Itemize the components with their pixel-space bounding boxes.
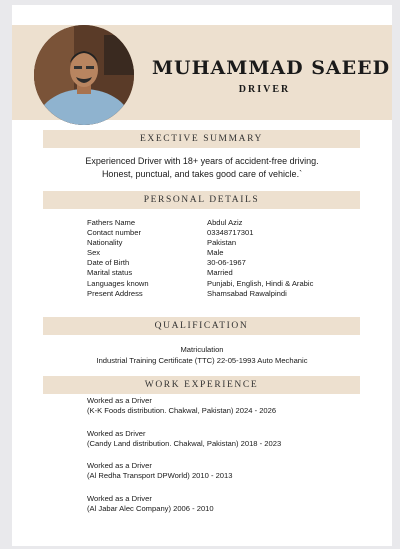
personal-details-list xyxy=(87,218,377,299)
qualification-list xyxy=(32,345,372,366)
job-title: Worked as Driver xyxy=(87,428,146,438)
detail-label: Date of Birth xyxy=(87,258,130,268)
detail-value: 30-06-1967 xyxy=(207,258,246,268)
job-title: DRIVER xyxy=(238,84,291,95)
detail-row xyxy=(87,289,377,299)
detail-value: 03348717301 xyxy=(207,228,254,238)
detail-value: Married xyxy=(207,268,233,278)
detail-value: Punjabi, English, Hindi & Arabic xyxy=(207,278,314,288)
qualification-item: Matriculation xyxy=(180,345,224,354)
job-detail: (Al Redha Transport DPWorld) 2010 - 2013 xyxy=(87,471,233,481)
qualification-heading: QUALIFICATION xyxy=(43,317,360,335)
summary-line: Experienced Driver with 18+ years of accident-free driving. xyxy=(85,156,319,166)
detail-label: Sex xyxy=(87,248,101,258)
job-entry xyxy=(87,461,367,482)
detail-value: Pakistan xyxy=(207,238,237,248)
detail-row xyxy=(87,238,377,248)
detail-row xyxy=(87,258,377,268)
work-experience-heading: WORK EXPERIENCE xyxy=(43,376,360,394)
job-entry xyxy=(87,429,367,450)
personal-details-heading: PERSONAL DETAILS xyxy=(43,191,360,209)
job-entry xyxy=(87,494,367,515)
job-title: Worked as a Driver xyxy=(87,493,152,503)
qualification-item: Industrial Training Certificate (TTC) 22-05-1993 Auto Mechanic xyxy=(96,355,308,365)
work-experience-list xyxy=(87,396,367,526)
detail-label: Nationality xyxy=(87,238,123,248)
detail-value: Shamsabad Rawalpindi xyxy=(207,288,287,298)
detail-row xyxy=(87,268,377,278)
job-detail: (K-K Foods distribution. Chakwal, Pakistan) 2024 - 2026 xyxy=(87,406,277,416)
detail-value: Abdul Aziz xyxy=(207,218,243,227)
job-detail: (Al Jabar Alec Company) 2006 - 2010 xyxy=(87,503,214,513)
job-detail: (Candy Land distribution. Chakwal, Pakistan) 2018 - 2023 xyxy=(87,438,282,448)
detail-label: Languages known xyxy=(87,278,149,288)
detail-label: Present Address xyxy=(87,288,143,298)
resume-page xyxy=(12,5,392,546)
job-title: Worked as a Driver xyxy=(87,396,152,405)
detail-row xyxy=(87,218,377,228)
job-entry xyxy=(87,396,367,417)
executive-summary-heading: EXECTIVE SUMMARY xyxy=(43,130,360,148)
executive-summary xyxy=(32,155,372,181)
detail-label: Contact number xyxy=(87,228,142,238)
detail-row xyxy=(87,248,377,258)
candidate-name: MUHAMMAD SAEED xyxy=(152,57,391,79)
detail-value: Male xyxy=(207,248,224,258)
detail-row xyxy=(87,279,377,289)
summary-line: Honest, punctual, and takes good care of vehicle.` xyxy=(101,169,303,179)
job-title: Worked as a Driver xyxy=(87,461,152,470)
profile-photo xyxy=(34,25,134,125)
detail-label: Fathers Name xyxy=(87,218,136,227)
detail-label: Marital status xyxy=(87,268,133,278)
detail-row xyxy=(87,228,377,238)
